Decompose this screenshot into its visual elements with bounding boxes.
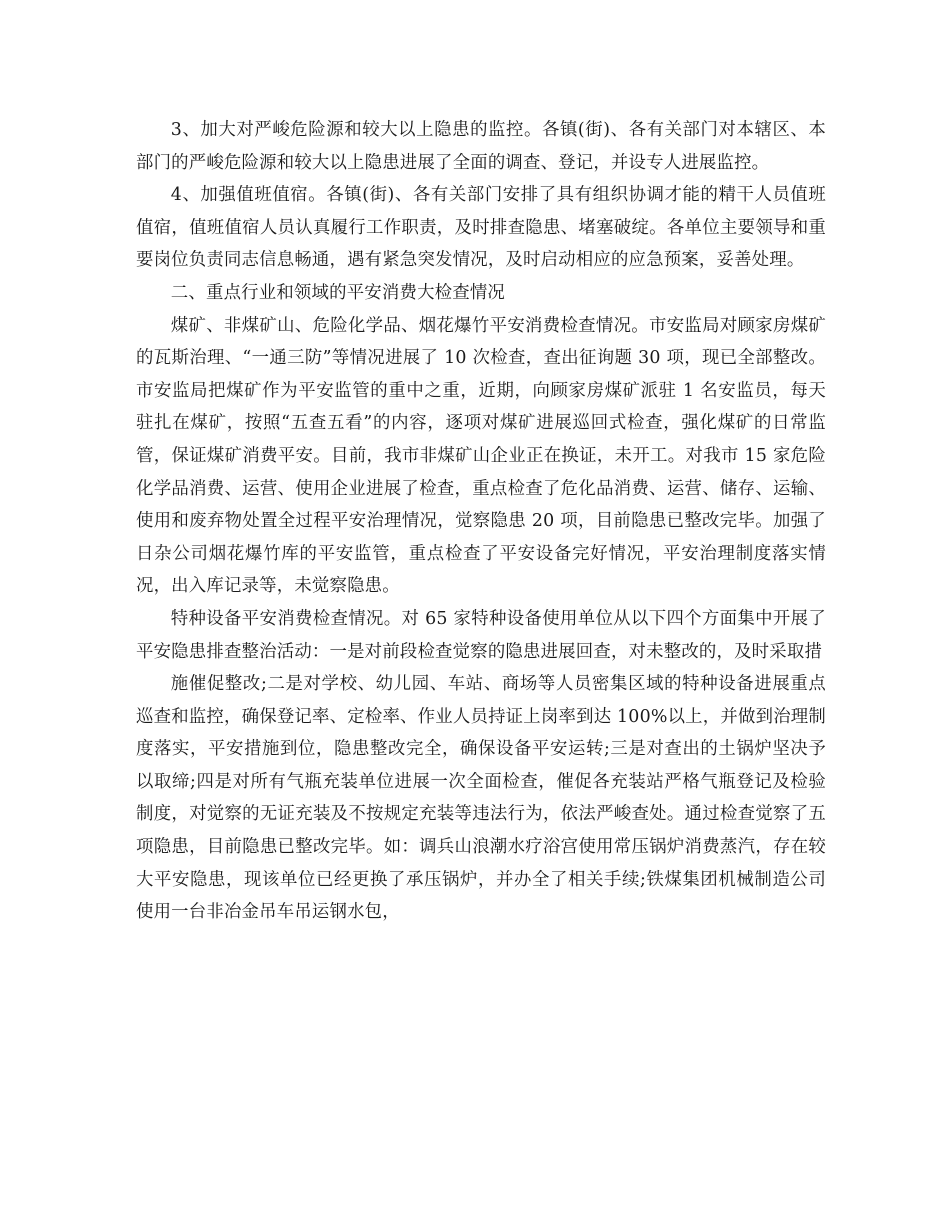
paragraph-duty-shifts: 4、加强值班值宿。各镇(街)、各有关部门安排了具有组织协调才能的精干人员值班值宿，值班值宿人员认真履行工作职责，及时排查隐患、堵塞破绽。各单位主要领导和重要岗位负责同志信息畅通，遇有紧急突发情况，及时启动相应的应急预案，妥善处理。 [136,185,826,271]
paragraph-coal-mines: 煤矿、非煤矿山、危险化学品、烟花爆竹平安消费检查情况。市安监局对顾家房煤矿的瓦斯治理、“一通三防”等情况进展了 10 次检查，查出征询题 30 项，现已全部整改。市安监局把煤矿作为平安监管的重中之重，近期，向顾家房煤矿派驻 1 名安监员，每天驻扎在煤矿，按照“五查五看”的内容，逐项对煤矿进展巡回式检查，强化煤矿的日常监管，保证煤矿消费平安。目前，我市非煤矿山企业正在换证，未开工。对我市 15 家危险化学品消费、运营、使用企业进展了检查，重点检查了危化品消费、运营、储存、运输、使用和废弃物处置全过程平安治理情况，觉察隐患 20 项，目前隐患已整改完毕。加强了日杂公司烟花爆竹库的平安监管，重点检查了平安设备完好情况，平安治理制度落实情况，出入库记录等，未觉察隐患。 [136,315,826,597]
paragraph-rectification: 施催促整改;二是对学校、幼儿园、车站、商场等人员密集区域的特种设备进展重点巡查和监控，确保登记率、定检率、作业人员持证上岗率到达 100%以上，并做到治理制度落实，平安措施到位，隐患整改完全，确保设备平安运转;三是对查出的土锅炉坚决予以取缔;四是对所有气瓶充装单位进展一次全面检查，催促各充装站严格气瓶登记及检验制度，对觉察的无证充装及不按规定充装等违法行为，依法严峻查处。通过检查觉察了五项隐患，目前隐患已整改完毕。如：调兵山浪潮水疗浴宫使用常压锅炉消费蒸汽，存在较大平安隐患，现该单位已经更换了承压锅炉，并办全了相关手续;铁煤集团机械制造公司使用一台非冶金吊车吊运钢水包， [136,674,826,923]
section-heading: 二、重点行业和领域的平安消费大检查情况 [170,282,506,303]
paragraph-special-equipment: 特种设备平安消费检查情况。对 65 家特种设备使用单位从以下四个方面集中开展了平安隐患排查整治活动：一是对前段检查觉察的隐患进展回查，对未整改的，及时采取措 [136,608,826,662]
paragraph-monitoring: 3、加大对严峻危险源和较大以上隐患的监控。各镇(街)、各有关部门对本辖区、本部门的严峻危险源和较大以上隐患进展了全面的调查、登记，并设专人进展监控。 [136,120,826,173]
document-body [136,114,826,929]
